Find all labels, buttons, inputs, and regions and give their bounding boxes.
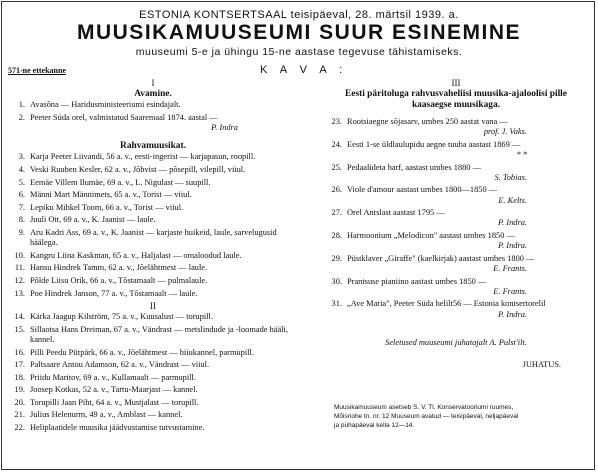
item-performer: P. Indra. bbox=[498, 309, 527, 319]
explanations-line: Seletused muuseumi juhatajalt A. Pulst'ilt. bbox=[385, 338, 527, 348]
program-item bbox=[8, 360, 298, 370]
program-item bbox=[8, 113, 298, 133]
item-number: 16. bbox=[14, 347, 25, 357]
historic-instrument-items bbox=[325, 117, 587, 320]
section-opening: Avamine. bbox=[134, 89, 172, 99]
right-column bbox=[325, 78, 587, 371]
item-text: Karja Peeter Liivandi, 56 a. v., eesti-ingerist — karjapasun, roopill. bbox=[30, 152, 256, 162]
item-number: 21. bbox=[14, 410, 25, 420]
item-number: 4. bbox=[18, 164, 25, 174]
item-number: 26. bbox=[331, 185, 342, 195]
item-text: Joosep Kotkas, 52 a. v., Tartu-Maarjast — kannel. bbox=[30, 385, 198, 395]
item-number: 19. bbox=[14, 385, 25, 395]
kava-row bbox=[0, 64, 598, 78]
item-performer: P. Indra. bbox=[498, 241, 527, 251]
item-performer: prof. J. Vaks. bbox=[483, 127, 527, 137]
item-number: 25. bbox=[331, 162, 342, 172]
item-number: 3. bbox=[18, 152, 25, 162]
program-item bbox=[8, 251, 298, 261]
item-text: Põlde Liisu Orik, 66 a. v., Tõstamaalt — pulmalaule. bbox=[30, 275, 208, 285]
museum-info-line: ja pühapäeval kella 12—14. bbox=[334, 421, 415, 429]
item-performer: P. Indra. bbox=[498, 218, 527, 228]
program-item bbox=[325, 254, 587, 274]
item-number: 27. bbox=[331, 208, 342, 218]
performance-number: 571-ne ettekanne bbox=[8, 66, 66, 75]
program-item bbox=[325, 277, 587, 297]
item-number: 7. bbox=[18, 202, 25, 212]
item-text: Prantsuse pianiino aastast umbes 1850 — bbox=[347, 276, 487, 286]
program-item bbox=[8, 348, 298, 358]
item-number: 28. bbox=[331, 230, 342, 240]
item-number: 30. bbox=[331, 276, 342, 286]
item-text: Aru Kadri Ass, 69 a. v., K. Jaanist — karjaste huikeid, laule, sarvelugusid häälega. bbox=[30, 227, 277, 248]
item-number: 17. bbox=[14, 360, 25, 370]
item-number: 31. bbox=[331, 299, 342, 309]
item-text: Viole d'amour aastast umbes 1800—1850 — bbox=[347, 185, 498, 195]
item-text: Eesti 1-se üldlaulupidu aegne tuuba aastast 1869 — bbox=[347, 139, 521, 149]
program-item bbox=[8, 100, 298, 110]
item-number: 12. bbox=[14, 275, 25, 285]
item-text: Pilli Peedu Piitpärk, 66 a. v., Jõelähtmest — hiiukannel, parmupill. bbox=[30, 347, 254, 357]
item-text: Männi Mart Männimets, 65 a. v., Torist — viiul. bbox=[30, 190, 192, 200]
item-text: Orel Antslast aastast 1795 — bbox=[347, 208, 445, 218]
item-text: Hansu Hindrek Tamm, 62 a. v., Jõelähtmest — laule. bbox=[30, 263, 208, 273]
item-performer: E. Frants. bbox=[493, 263, 527, 273]
part-three-numeral: III bbox=[451, 78, 461, 88]
program-item bbox=[8, 423, 298, 433]
program-item bbox=[8, 228, 298, 248]
signature: JUHATUS. bbox=[522, 360, 561, 370]
program-item bbox=[8, 289, 298, 299]
program-item bbox=[8, 178, 298, 188]
program-item bbox=[325, 231, 587, 251]
kava-heading: K A V A : bbox=[260, 64, 348, 76]
program-item bbox=[325, 117, 587, 137]
item-text: Avasõna — Haridusministeeriumi esindajalt. bbox=[30, 100, 181, 109]
item-performer: P. Indra bbox=[211, 122, 238, 132]
museum-info-line: Muusikamuuseum asetseb S. V. Tl. Konservatooriumi ruumes, bbox=[334, 404, 514, 411]
item-text: Püstklaver „Giraffe" (kaelkirjak) aastast umbes 1800 — bbox=[347, 253, 535, 263]
item-number: 15. bbox=[14, 324, 25, 334]
item-text: Sillaotsa Hans Dreiman, 67 a. v., Vändrast — metslindude ja -loomade hääli, kannel. bbox=[30, 324, 288, 344]
item-number: 22. bbox=[14, 423, 25, 433]
item-text: „Ave Maria", Peeter Süda helilt56 — Estonia kontsertorelil bbox=[347, 299, 546, 309]
program-item bbox=[8, 410, 298, 420]
program-item bbox=[8, 165, 298, 175]
item-number: 9. bbox=[18, 227, 25, 237]
program-item bbox=[325, 299, 587, 319]
item-number: 14. bbox=[14, 312, 25, 322]
item-text: Peeter Süda orel, valmistatud Saaremaal 1874. aastal — bbox=[30, 112, 218, 122]
program-item bbox=[8, 152, 298, 162]
program-subtitle: muuseumi 5-e ja ühingu 15-ne aastase tegevuse tähistamiseks. bbox=[135, 46, 463, 58]
item-number: 23. bbox=[331, 117, 342, 126]
item-number: 10. bbox=[14, 250, 25, 260]
item-text: Poe Hindrek Janson, 77 a. v., Tõstamaalt — laule. bbox=[30, 288, 198, 298]
item-number: 13. bbox=[14, 288, 25, 298]
program-item bbox=[8, 276, 298, 286]
item-number: 5. bbox=[18, 177, 25, 187]
item-text: Kärka Jaagup Kilström, 75 a. v., Kuusalust — torupill. bbox=[30, 312, 213, 322]
item-performer: S. Tobias. bbox=[494, 172, 527, 182]
program-item bbox=[8, 215, 298, 225]
section-folk-music: Rahvamuusikat. bbox=[120, 141, 186, 152]
program-item bbox=[325, 208, 587, 228]
item-number: 20. bbox=[14, 397, 25, 407]
left-column bbox=[8, 78, 298, 436]
program-title: MUUSIKAMUUSEUMI SUUR ESINEMINE bbox=[76, 21, 522, 44]
item-text: Veski Ruuben Kesler, 62 a. v., Jõhvist — põsepill, vilepill, viiul. bbox=[30, 164, 246, 174]
program-item bbox=[325, 140, 587, 160]
item-text: Juuli Ott, 69 a. v., K. Jaanist — laule. bbox=[30, 215, 156, 225]
item-performer: E. Kelts. bbox=[498, 195, 527, 205]
part-one-numeral: I bbox=[151, 78, 155, 88]
program-item bbox=[8, 385, 298, 395]
program-item bbox=[325, 185, 587, 205]
item-number: 8. bbox=[18, 215, 25, 225]
venue-date-line: ESTONIA KONTSERTSAAL teisipäeval, 28. märtsil 1939. a. bbox=[139, 9, 459, 21]
program-item bbox=[8, 203, 298, 213]
item-text: Rootsiaegne sõjasarv, umbes 250 aastat vana — bbox=[347, 117, 508, 126]
item-text: Julius Helenurm, 49 a. v., Amblast — kannel. bbox=[30, 410, 183, 420]
opening-items bbox=[8, 100, 298, 133]
museum-info-line: Mõisriohe tn. nr. 12 Muuseum avatud — teisipäeval, neljapäeval bbox=[334, 412, 519, 420]
folk-music-items bbox=[8, 152, 298, 298]
item-number: 24. bbox=[331, 139, 342, 149]
item-text: Priidu Maritov, 69 a. v., Kullamaalt — parmupill. bbox=[30, 372, 196, 382]
program-item bbox=[8, 263, 298, 273]
item-text: Pedaalideta harf, aastast umbes 1880 — bbox=[347, 162, 481, 172]
museum-info bbox=[334, 404, 594, 430]
item-number: 1. bbox=[18, 100, 25, 109]
item-number: 6. bbox=[18, 190, 25, 200]
item-text: Paltsaare Antou Adamson, 62 a. v., Vändrast — viiul. bbox=[30, 360, 210, 370]
item-text: Lepiku Mihkel Toom, 66 a. v., Torist — viiul. bbox=[30, 202, 184, 212]
item-number: 18. bbox=[14, 372, 25, 382]
item-performer: * * bbox=[516, 150, 527, 159]
item-number: 29. bbox=[331, 253, 342, 263]
item-performer: E. Frants. bbox=[493, 286, 527, 296]
part-two-items bbox=[8, 312, 298, 433]
item-number: 2. bbox=[18, 112, 25, 122]
part-two-numeral: II bbox=[150, 301, 156, 312]
item-text: Heliplaatidele muusika jäädvustamise tutvustamine. bbox=[30, 423, 205, 433]
program-item bbox=[325, 163, 587, 183]
item-number: 11. bbox=[14, 263, 25, 273]
item-text: Harmoonium „Melodicon" aastast umbes 1850 — bbox=[347, 230, 515, 240]
program-item bbox=[8, 398, 298, 408]
item-text: Eemäe Villem Ilumäe, 69 a. v., L. Nigulast — suupill. bbox=[30, 177, 211, 187]
program-item bbox=[8, 373, 298, 383]
item-text: Kangru Liina Kaskman, 65 a. v., Haljalast — omaloodud laule. bbox=[30, 250, 242, 260]
program-item bbox=[8, 190, 298, 200]
item-text: Torupilli Jaan Piht, 64 a. v., Mustjalast — torupill. bbox=[30, 397, 199, 407]
program-item bbox=[8, 325, 298, 345]
section-historic-instruments: Eesti päritoluga rahvusvaheliisi muusika-ajaloolisi pille kaasaegse muusikaga. bbox=[345, 89, 567, 110]
program-item bbox=[8, 312, 298, 322]
